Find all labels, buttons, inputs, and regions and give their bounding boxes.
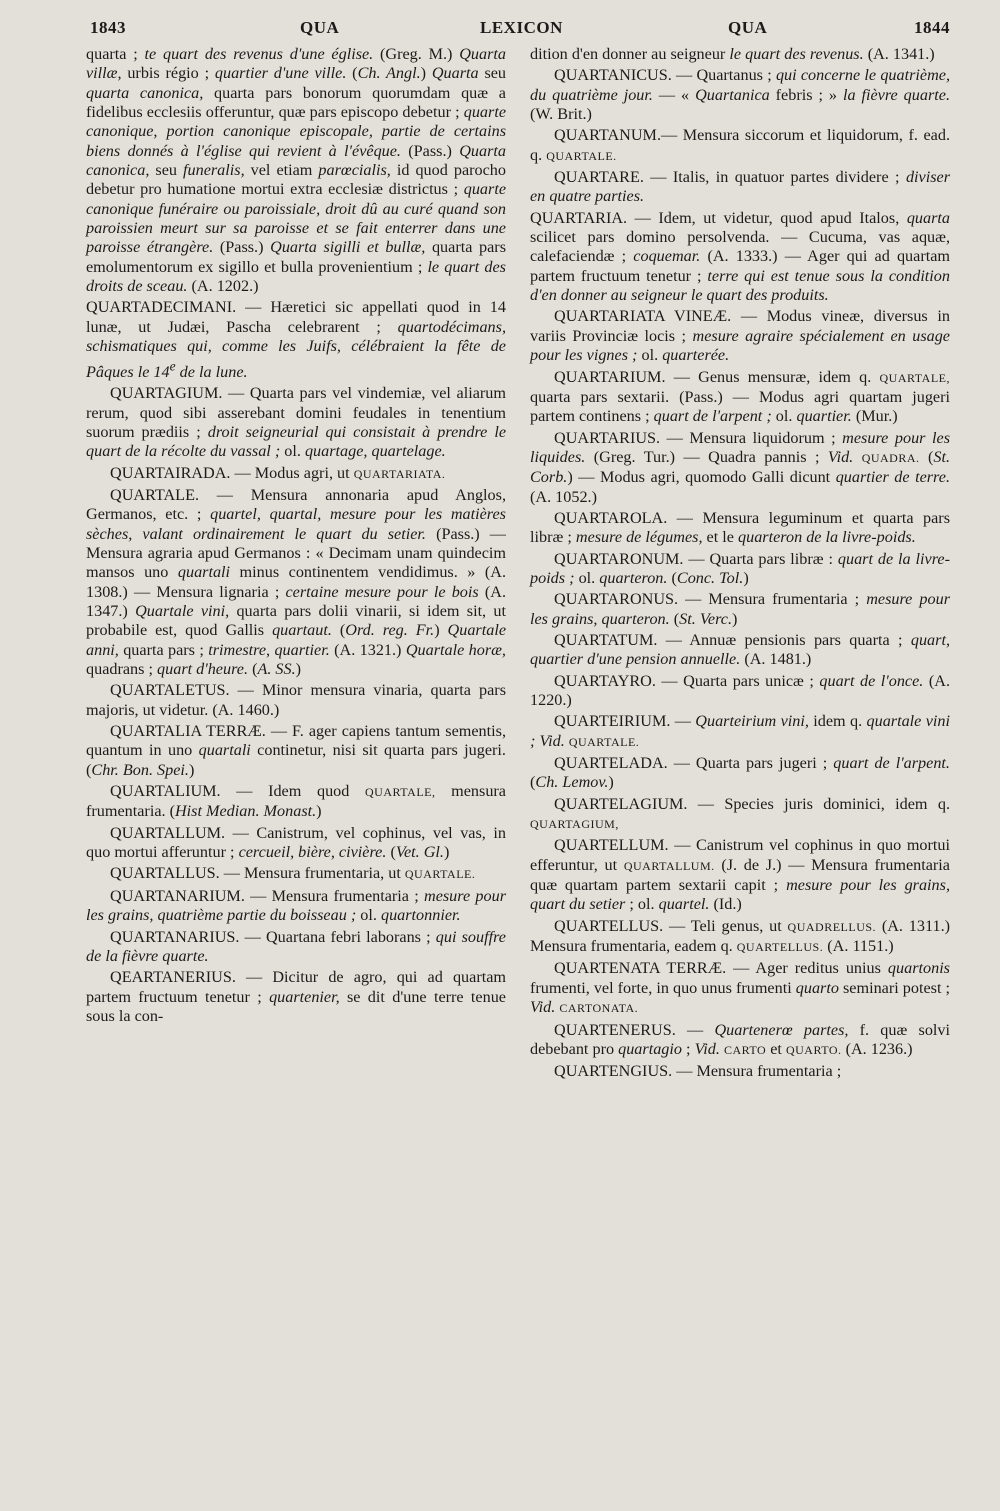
- dictionary-entry: QUARTARONUM. — Quarta pars libræ : quart de la livre-poids ; ol. quarteron. (Conc. Tol.): [530, 549, 950, 587]
- page-number-left: 1843: [90, 18, 126, 37]
- dictionary-entry: QUARTARIA. — Idem, ut videtur, quod apud Italos, quarta scilicet pars domino persolvenda. — Cucuma, vas aquæ, calefaciendæ ; coquemar. (A. 1333.) — Ager qui ad quartam partem fructuum tenetur ; terre qui est tenue sous la condition d'en donner au seigneur le quart des produits.: [530, 208, 950, 305]
- dictionary-entry: QUARTALIUM. — Idem quod QUARTALE, mensura frumentaria. (Hist Median. Monast.): [86, 782, 506, 821]
- dictionary-entry: QUARTENATA TERRÆ. — Ager reditus unius quartonis frumenti, vel forte, in quo unus frumenti quarto seminari potest ; Vid. CARTONATA.: [530, 959, 951, 1017]
- dictionary-entry: QUARTENGIUS. — Mensura frumentaria ;: [554, 1062, 842, 1081]
- dictionary-entry: QUARTAIRADA. — Modus agri, ut QUARTARIATA.: [110, 463, 446, 482]
- dictionary-entry: QUARTENERUS. — Quartenerœ partes, f. quæ solvi debebant pro quartagio ; Vid. CARTO et QUARTO. (A. 1236.): [530, 1020, 951, 1058]
- dictionary-entry: QUARTAYRO. — Quarta pars unicæ ; quart de l'once. (A. 1220.): [530, 671, 951, 709]
- dictionary-entry: QUARTAGIUM. — Quarta pars vel vindemiæ, vel aliarum rerum, quod sibi asserebant domini feudales in tenentium suorum prædiis ; droit seigneurial qui consistait à prendre le quart de la récolte du vassal ; ol. quartage, quartelage.: [86, 384, 507, 461]
- dictionary-entry: quarta ; te quart des revenus d'une église. (Greg. M.) Quarta villæ, urbis régio ; quartier d'une ville. (Ch. Angl.) Quarta seu quarta canonica, quarta pars bonorum quorumdam quæ a fidelibus ecclesiis offeruntur, quæ pars episcopo debetur ; quarte canonique, portion canonique episcopale, partie de certains biens donnés à l'église qui revient à l'évêque. (Pass.) Quarta canonica, seu funeralis, vel etiam parœcialis, id quod parocho debetur pro humatione mortui extra ecclesiæ districtus ; quarte canonique funéraire ou paroissiale, droit dû au curé quand son paroissien meurt sur sa paroisse et se fait enterrer dans une paroisse étrangère. (Pass.) Quarta sigilli et bullæ, quarta pars emolumentorum ex sigillo et bulla provenientium ; le quart des droits de sceau. (A. 1202.): [86, 45, 507, 296]
- dictionary-entry: QUARTEIRIUM. — Quarteirium vini, idem q. quartale vini ; Vid. QUARTALE.: [530, 712, 950, 750]
- dictionary-entry: QUARTALIA TERRÆ. — F. ager capiens tantum sementis, quantum in uno quartali continetur, nisi sit quarta pars jugeri. (Chr. Bon. Spei.): [86, 722, 506, 779]
- dictionary-entry: QUARTARE. — Italis, in quatuor partes dividere ; diviser en quatre parties.: [530, 168, 950, 206]
- dictionary-entry: QEARTANERIUS. — Dicitur de agro, qui ad quartam partem fructuum tenetur ; quartenier, se dit d'une terre tenue sous la con-: [86, 968, 506, 1025]
- dictionary-entry: QUARTADECIMANI. — Hæretici sic appellati quod in 14 lunæ, ut Judæi, Pascha celebrarent ; quartodécimans, schismatiques qui, comme les Juifs, célébraient la fête de Pâques le 14e de la lune.: [86, 298, 506, 381]
- dictionary-entry: QUARTALETUS. — Minor mensura vinaria, quarta pars majoris, ut videtur. (A. 1460.): [86, 681, 506, 719]
- dictionary-entry: QUARTALE. — Mensura annonaria apud Anglos, Germanos, etc. ; quartel, quartal, mesure pour les matières sèches, valant ordinairement le quart du setier. (Pass.) — Mensura agraria apud Germanos : « Decimam unam quindecim mansos uno quartali minus continentem vendidimus. » (A. 1308.) — Mensura lignaria ; certaine mesure pour le bois (A. 1347.) Quartale vini, quarta pars dolii vinarii, si idem sit, ut probabile est, quod Gallis quartaut. (Ord. reg. Fr.) Quartale anni, quarta pars ; trimestre, quartier. (A. 1321.) Quartale horæ, quadrans ; quart d'heure. (A. SS.): [86, 485, 506, 679]
- dictionary-entry: QUARTALLUS. — Mensura frumentaria, ut QUARTALE.: [110, 864, 476, 883]
- dictionary-entry: QUARTANUM.— Mensura siccorum et liquidorum, f. ead. q. QUARTALE.: [530, 126, 950, 164]
- dictionary-entry: QUARTARIUS. — Mensura liquidorum ; mesure pour les liquides. (Greg. Tur.) — Quadra pannis ; Vid. QUADRA. (St. Corb.) — Modus agri, quomodo Galli dicunt quartier de terre. (A. 1052.): [530, 428, 951, 506]
- running-header: [60, 10, 950, 46]
- dictionary-entry: QUARTARONUS. — Mensura frumentaria ; mesure pour les grains, quarteron. (St. Verc.): [530, 590, 950, 628]
- dictionary-entry: dition d'en donner au seigneur le quart des revenus. (A. 1341.): [530, 45, 935, 63]
- dictionary-entry: QUARTELADA. — Quarta pars jugeri ; quart de l'arpent. (Ch. Lemov.): [530, 754, 950, 792]
- header-title: LEXICON: [480, 18, 563, 37]
- right-column: [530, 45, 950, 1084]
- header-word-right: QUA: [728, 18, 768, 37]
- dictionary-entry: QUARTALLUM. — Canistrum, vel cophinus, vel vas, in quo mortui afferuntur ; cercueil, bière, civière. (Vet. Gl.): [86, 823, 506, 862]
- dictionary-entry: QUARTARIUM. — Genus mensuræ, idem q. QUARTALE, quarta pars sextarii. (Pass.) — Modus agri quartam jugeri partem continens ; quart de l'arpent ; ol. quartier. (Mur.): [530, 367, 950, 426]
- page-number-right: 1844: [914, 18, 950, 37]
- dictionary-entry: QUARTANARIUM. — Mensura frumentaria ; mesure pour les grains, quatrième partie du boisseau ; ol. quartonnier.: [86, 886, 506, 925]
- dictionary-entry: QUARTARIATA VINEÆ. — Modus vineæ, diversus in variis Provinciæ locis ; mesure agraire spécialement en usage pour les vignes ; ol. quarterée.: [530, 307, 950, 365]
- left-column: [86, 45, 506, 1028]
- dictionary-entry: QUARTATUM. — Annuæ pensionis pars quarta ; quart, quartier d'une pension annuelle. (A. 1481.): [530, 630, 950, 669]
- dictionary-entry: QUARTELLUM. — Canistrum vel cophinus in quo mortui efferuntur, ut QUARTALLUM. (J. de J.) — Mensura frumentaria quæ quartam partem sextarii capit ; mesure pour les grains, quart du setier ; ol. quartel. (Id.): [530, 836, 950, 914]
- dictionary-entry: QUARTANICUS. — Quartanus ; qui concerne le quatrième, du quatrième jour. — « Quartanica febris ; » la fièvre quarte. (W. Brit.): [530, 66, 950, 124]
- dictionary-entry: QUARTELLUS. — Teli genus, ut QUADRELLUS. (A. 1311.) Mensura frumentaria, eadem q. QUARTELLUS. (A. 1151.): [530, 916, 951, 956]
- dictionary-entry: QUARTELAGIUM. — Species juris dominici, idem q. QUARTAGIUM,: [530, 794, 950, 832]
- header-word-left: QUA: [300, 18, 340, 37]
- dictionary-entry: QUARTANARIUS. — Quartana febri laborans ; qui souffre de la fièvre quarte.: [86, 927, 506, 965]
- dictionary-entry: QUARTAROLA. — Mensura leguminum et quarta pars libræ ; mesure de légumes, et le quarteron de la livre-poids.: [530, 508, 950, 547]
